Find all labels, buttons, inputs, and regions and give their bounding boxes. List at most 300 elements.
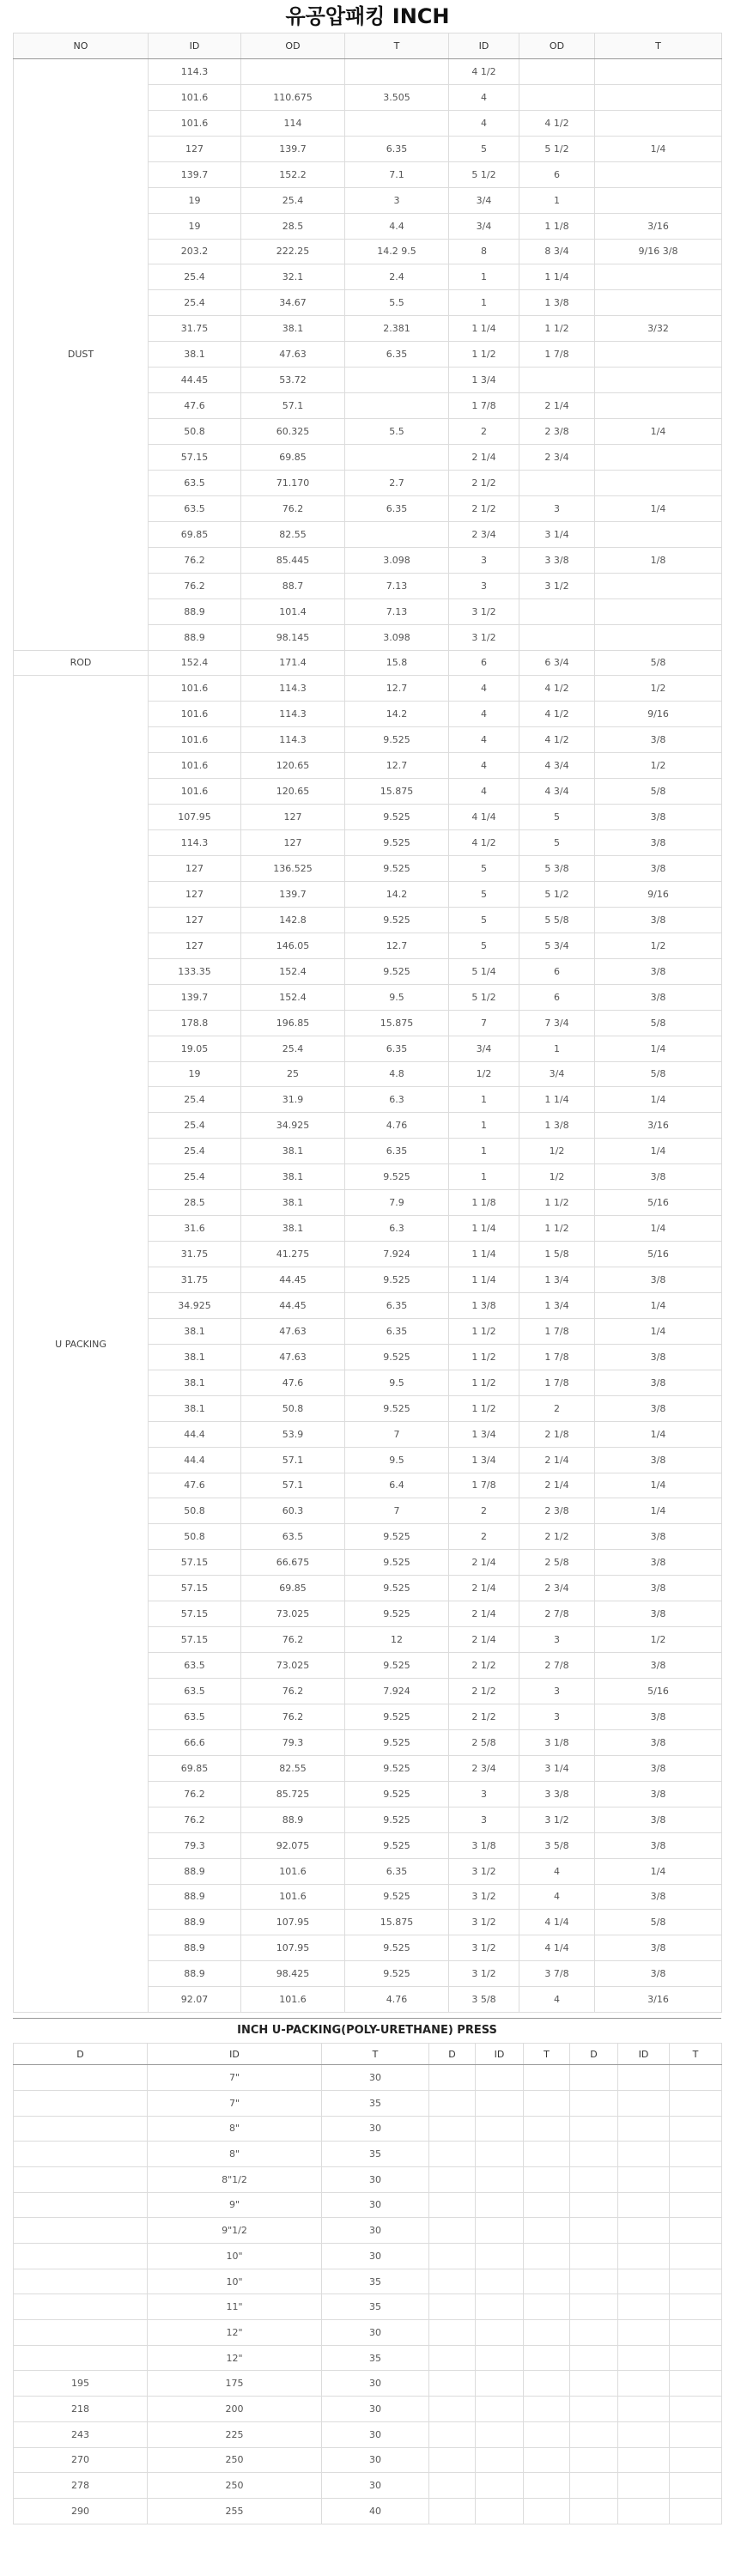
table-cell-empty [618,2116,670,2142]
table-cell: 8 [449,239,519,264]
table-cell: 107.95 [149,805,241,830]
table-cell-empty [476,2371,524,2397]
table-cell: 6.35 [345,342,449,368]
table-cell: 101.6 [241,1858,345,1884]
table-cell: 3/8 [595,830,722,856]
table-cell: 30 [322,2421,429,2447]
table-cell: 69.85 [241,1576,345,1601]
table-cell: 127 [241,830,345,856]
table-cell [14,2166,148,2192]
table-cell [519,368,595,393]
table-cell: 4 1/2 [519,676,595,702]
table-cell: 1/4 [595,1292,722,1318]
table-cell: 4 1/2 [519,702,595,727]
table-cell: 82.55 [241,1755,345,1781]
table-cell-empty [524,2192,570,2218]
table-cell: 171.4 [241,650,345,676]
table-cell-empty [524,2244,570,2269]
table-cell: 1 3/4 [519,1292,595,1318]
table-cell: 1 [449,1164,519,1190]
table-cell: 35 [322,2294,429,2320]
table-cell-empty [670,2397,722,2422]
table-cell: 5/8 [595,779,722,805]
table-cell: 250 [148,2473,322,2499]
table-row [14,650,722,676]
table-cell: 1/2 [595,933,722,958]
table-cell: 3/16 [595,1113,722,1139]
table-cell [14,2065,148,2091]
table-cell: 1 [449,264,519,290]
table-cell: 9.5 [345,1370,449,1395]
table-cell: 2.4 [345,264,449,290]
table-cell: 66.6 [149,1729,241,1755]
table-cell-empty [618,2218,670,2244]
table-cell: 2 1/2 [449,495,519,521]
table-cell: 3/8 [595,1729,722,1755]
table-cell: 60.3 [241,1498,345,1524]
table-cell: 1/8 [595,547,722,573]
table-cell-empty [570,2473,618,2499]
table-cell: 127 [149,933,241,958]
table-cell: 4 [519,1884,595,1910]
table-cell: 101.6 [149,84,241,110]
table-cell: 47.63 [241,1318,345,1344]
table-cell-empty [476,2294,524,2320]
table-cell-empty [524,2142,570,2167]
table-cell-empty [476,2116,524,2142]
table-cell: 3 3/8 [519,1781,595,1807]
table-cell: 9.525 [345,1781,449,1807]
table-cell: 2 1/2 [449,1653,519,1679]
table-cell [345,521,449,547]
table-cell: 88.9 [149,1961,241,1987]
table-row [14,2065,722,2091]
table-cell: 9.525 [345,1935,449,1961]
table-cell: 50.8 [149,419,241,445]
table-row [14,2345,722,2371]
table-cell-empty [524,2320,570,2346]
table-cell: 5/16 [595,1242,722,1267]
table-cell-empty [429,2065,476,2091]
table-cell: 66.675 [241,1550,345,1576]
table-cell-empty [618,2192,670,2218]
press-table-header [14,2044,722,2065]
table-cell-empty [524,2294,570,2320]
table-cell: 200 [148,2397,322,2422]
table-cell: 225 [148,2421,322,2447]
table-cell: 53.72 [241,368,345,393]
table-cell: 114.3 [149,58,241,84]
table-cell-empty [570,2320,618,2346]
table-cell: 6 [449,650,519,676]
table-cell: 9.525 [345,1653,449,1679]
table-cell: 38.1 [241,1139,345,1164]
table-cell: 44.4 [149,1421,241,1447]
table-cell: 1 3/4 [449,1421,519,1447]
table-cell-empty [618,2371,670,2397]
table-cell: 14.2 9.5 [345,239,449,264]
table-cell: 3 [519,1704,595,1729]
table-cell: 4 1/4 [519,1935,595,1961]
table-cell: 5 [449,907,519,933]
table-cell: 5 [519,830,595,856]
table-cell: 101.6 [149,753,241,779]
table-cell: 8"1/2 [148,2166,322,2192]
table-cell: 10" [148,2244,322,2269]
table-cell: 9.525 [345,958,449,984]
table-cell: 2 1/2 [519,1524,595,1550]
table-cell: 38.1 [149,1318,241,1344]
table-cell: 152.4 [241,984,345,1010]
table-cell: 3 5/8 [449,1987,519,2013]
group-label: U PACKING [14,676,149,2013]
table-cell: 6 3/4 [519,650,595,676]
table-cell: 3/8 [595,1935,722,1961]
table-cell: 4 1/2 [449,58,519,84]
table-cell: 79.3 [149,1832,241,1858]
table-cell: 47.6 [149,1473,241,1498]
table-cell-empty [524,2473,570,2499]
table-cell: 1 1/2 [519,316,595,342]
table-cell: 63.5 [149,1653,241,1679]
table-cell: 60.325 [241,419,345,445]
table-cell: 222.25 [241,239,345,264]
table-cell: 114.3 [241,676,345,702]
table-cell: 31.9 [241,1087,345,1113]
table-cell-empty [618,2345,670,2371]
table-cell: 1 1/2 [519,1216,595,1242]
table-cell: 1 1/2 [519,1190,595,1216]
table-cell: 57.15 [149,1601,241,1627]
table-cell-empty [476,2090,524,2116]
table-cell: 15.875 [345,779,449,805]
table-cell: 2 1/2 [449,1679,519,1704]
table-cell: 9/16 [595,702,722,727]
table-cell-empty [618,2447,670,2473]
table-cell: 28.5 [149,1190,241,1216]
group-label: ROD [14,650,149,676]
table-row [14,2473,722,2499]
table-cell: 7.9 [345,1190,449,1216]
table-cell [519,624,595,650]
table-cell: 44.45 [241,1292,345,1318]
table-cell-empty [670,2142,722,2167]
table-cell: 5 1/2 [519,881,595,907]
table-cell: 76.2 [241,495,345,521]
table-cell [595,573,722,598]
table-cell: 47.63 [241,1344,345,1370]
table-cell: 6.35 [345,495,449,521]
table-cell: 3/8 [595,984,722,1010]
table-cell-empty [618,2421,670,2447]
table-cell-empty [618,2397,670,2422]
table-cell-empty [570,2498,618,2524]
table-cell: 25.4 [149,1164,241,1190]
table-cell: 32.1 [241,264,345,290]
table-cell: 4 [449,84,519,110]
table-cell: 1 3/8 [449,1292,519,1318]
table-cell: 76.2 [241,1679,345,1704]
table-cell: 76.2 [149,573,241,598]
table-cell: 4 [449,727,519,753]
table-cell: 7 [345,1421,449,1447]
table-cell: 3/4 [519,1061,595,1087]
table-cell: 5 [449,136,519,161]
table-cell: 50.8 [149,1524,241,1550]
table-cell: 101.6 [241,1987,345,2013]
table-cell: 3 1/2 [449,624,519,650]
table-cell-empty [429,2345,476,2371]
table-cell: 3/8 [595,907,722,933]
table-cell: 25.4 [149,1113,241,1139]
table-cell: 35 [322,2090,429,2116]
table-cell: 3/4 [449,1036,519,1061]
table-cell: 28.5 [241,213,345,239]
table-cell: 38.1 [241,1190,345,1216]
table-cell: 88.9 [149,1858,241,1884]
table-cell: 2.381 [345,316,449,342]
table-cell: 6 [519,161,595,187]
table-cell: 34.925 [149,1292,241,1318]
table-cell [345,393,449,419]
table-cell: 2.7 [345,470,449,495]
table-cell-empty [570,2397,618,2422]
table-cell: 4 [519,1858,595,1884]
table-cell: 25.4 [149,1139,241,1164]
table-cell: 5/8 [595,1010,722,1036]
table-cell: 2 3/4 [519,1576,595,1601]
table-cell: 5 5/8 [519,907,595,933]
table-cell: 3/8 [595,1884,722,1910]
table-cell: 8" [148,2142,322,2167]
table-cell-empty [670,2294,722,2320]
table-cell: 12.7 [345,753,449,779]
table-cell: 114 [241,110,345,136]
table-cell-empty [429,2192,476,2218]
table-cell: 57.1 [241,393,345,419]
table-cell: 9.525 [345,1961,449,1987]
table-cell: 1 3/8 [519,1113,595,1139]
table-cell: 3/8 [595,1267,722,1293]
table-cell-empty [429,2166,476,2192]
table-cell [595,393,722,419]
table-cell: 203.2 [149,239,241,264]
table-cell: 270 [14,2447,148,2473]
table-cell: 2 1/4 [449,1601,519,1627]
table-cell: 1/2 [595,753,722,779]
table-cell: 1/2 [595,1627,722,1653]
table-cell: 278 [14,2473,148,2499]
column-header-5: OD [519,33,595,59]
table-cell: 63.5 [241,1524,345,1550]
table-cell: 38.1 [149,1370,241,1395]
table-cell: 133.35 [149,958,241,984]
table-cell: 3 1/2 [449,1910,519,1935]
table-cell: 73.025 [241,1601,345,1627]
table-cell [14,2345,148,2371]
table-cell: 127 [149,136,241,161]
table-cell: 7.13 [345,598,449,624]
table-cell: 47.6 [149,393,241,419]
table-cell: 2 1/4 [519,1473,595,1498]
table-row [14,2090,722,2116]
table-cell: 3 1/8 [449,1832,519,1858]
table-row [14,2320,722,2346]
table-cell: 101.6 [149,702,241,727]
table-cell [519,58,595,84]
table-cell: 50.8 [241,1395,345,1421]
table-cell: 3 [519,1679,595,1704]
table-cell: 4.8 [345,1061,449,1087]
table-cell-empty [618,2065,670,2091]
table-cell: 1 7/8 [449,1473,519,1498]
table-cell: 120.65 [241,753,345,779]
press-column-header-6: D [570,2044,618,2065]
table-cell: 290 [14,2498,148,2524]
press-column-header-4: ID [476,2044,524,2065]
table-cell: 4 [449,779,519,805]
table-cell: 114.3 [241,702,345,727]
table-cell [345,110,449,136]
table-cell: 5 [449,881,519,907]
table-cell: 1/4 [595,495,722,521]
table-cell: 3/8 [595,1576,722,1601]
table-cell: 2 3/4 [449,1755,519,1781]
table-cell: 1/2 [519,1164,595,1190]
table-cell: 6.3 [345,1216,449,1242]
table-cell: 3/8 [595,1653,722,1679]
table-cell: 88.9 [149,1910,241,1935]
table-cell: 7.924 [345,1242,449,1267]
table-cell: 3 1/4 [519,521,595,547]
table-cell: 25.4 [149,290,241,316]
table-cell: 3 1/2 [449,1858,519,1884]
table-cell: 25.4 [149,264,241,290]
table-cell: 34.925 [241,1113,345,1139]
table-cell: 30 [322,2065,429,2091]
table-cell-empty [476,2498,524,2524]
table-cell: 38.1 [241,316,345,342]
table-cell: 139.7 [149,161,241,187]
table-cell: 30 [322,2166,429,2192]
table-cell: 4 1/2 [519,110,595,136]
table-cell: 3/8 [595,1344,722,1370]
table-cell: 1 1/4 [449,1242,519,1267]
table-cell: 71.170 [241,470,345,495]
table-cell-empty [570,2371,618,2397]
table-cell: 5/16 [595,1679,722,1704]
table-cell-empty [429,2473,476,2499]
table-cell: 3 [449,547,519,573]
table-cell-empty [670,2065,722,2091]
table-cell: 57.15 [149,1550,241,1576]
table-cell: 7 3/4 [519,1010,595,1036]
table-cell: 1 1/4 [449,316,519,342]
table-cell: 120.65 [241,779,345,805]
table-cell: 9.525 [345,1550,449,1576]
table-cell-empty [670,2090,722,2116]
table-cell-empty [670,2116,722,2142]
table-cell: 3/4 [449,187,519,213]
table-cell: 3/8 [595,958,722,984]
table-cell: 88.7 [241,573,345,598]
table-cell-empty [476,2447,524,2473]
table-cell: 152.2 [241,161,345,187]
table-cell-empty [670,2345,722,2371]
table-cell-empty [618,2269,670,2294]
column-header-0: NO [14,33,149,59]
table-cell: 88.9 [149,1884,241,1910]
table-cell-empty [524,2269,570,2294]
table-cell: 1 1/2 [449,342,519,368]
table-cell: 6.35 [345,1292,449,1318]
table-cell: 8" [148,2116,322,2142]
table-cell: 63.5 [149,470,241,495]
table-cell [595,187,722,213]
table-cell: 35 [322,2269,429,2294]
table-cell [595,470,722,495]
inch-packing-table [13,33,722,2013]
table-cell: 2 5/8 [449,1729,519,1755]
table-cell: 10" [148,2269,322,2294]
table-cell: 1/2 [595,676,722,702]
table-row [14,2142,722,2167]
table-cell: 2 7/8 [519,1653,595,1679]
table-cell: 5.5 [345,290,449,316]
table-cell: 139.7 [149,984,241,1010]
table-cell: 1 1/4 [519,1087,595,1113]
table-cell: 3/8 [595,1524,722,1550]
table-cell: 19 [149,1061,241,1087]
table-cell-empty [429,2269,476,2294]
table-cell: 107.95 [241,1935,345,1961]
table-cell: 3 [449,1807,519,1832]
table-cell: 4.76 [345,1113,449,1139]
table-cell: 107.95 [241,1910,345,1935]
table-cell-empty [476,2192,524,2218]
table-cell: 3 1/4 [519,1755,595,1781]
table-cell: 3 1/8 [519,1729,595,1755]
table-cell: 88.9 [149,598,241,624]
press-column-header-5: T [524,2044,570,2065]
table-cell: 41.275 [241,1242,345,1267]
table-cell: 1 1/2 [449,1370,519,1395]
table-cell: 5 3/8 [519,856,595,882]
table-cell: 3/8 [595,727,722,753]
table-cell: 9.525 [345,1807,449,1832]
table-cell: 2 3/8 [519,419,595,445]
table-cell-empty [429,2320,476,2346]
table-cell: 63.5 [149,495,241,521]
table-cell-empty [570,2166,618,2192]
table-cell: 85.445 [241,547,345,573]
table-cell: 38.1 [149,1395,241,1421]
table-cell [14,2192,148,2218]
table-cell: 69.85 [241,445,345,471]
table-cell: 1 [449,1087,519,1113]
table-cell [14,2218,148,2244]
table-cell: 1 7/8 [519,1344,595,1370]
table-cell-empty [570,2142,618,2167]
table-cell: 101.4 [241,598,345,624]
table-cell: 4 [449,110,519,136]
table-cell [14,2294,148,2320]
table-cell: 9.525 [345,1832,449,1858]
table-cell: 3/8 [595,1164,722,1190]
table-cell: 4 1/4 [449,805,519,830]
table-cell: 44.45 [241,1267,345,1293]
table-cell: 3 [449,573,519,598]
